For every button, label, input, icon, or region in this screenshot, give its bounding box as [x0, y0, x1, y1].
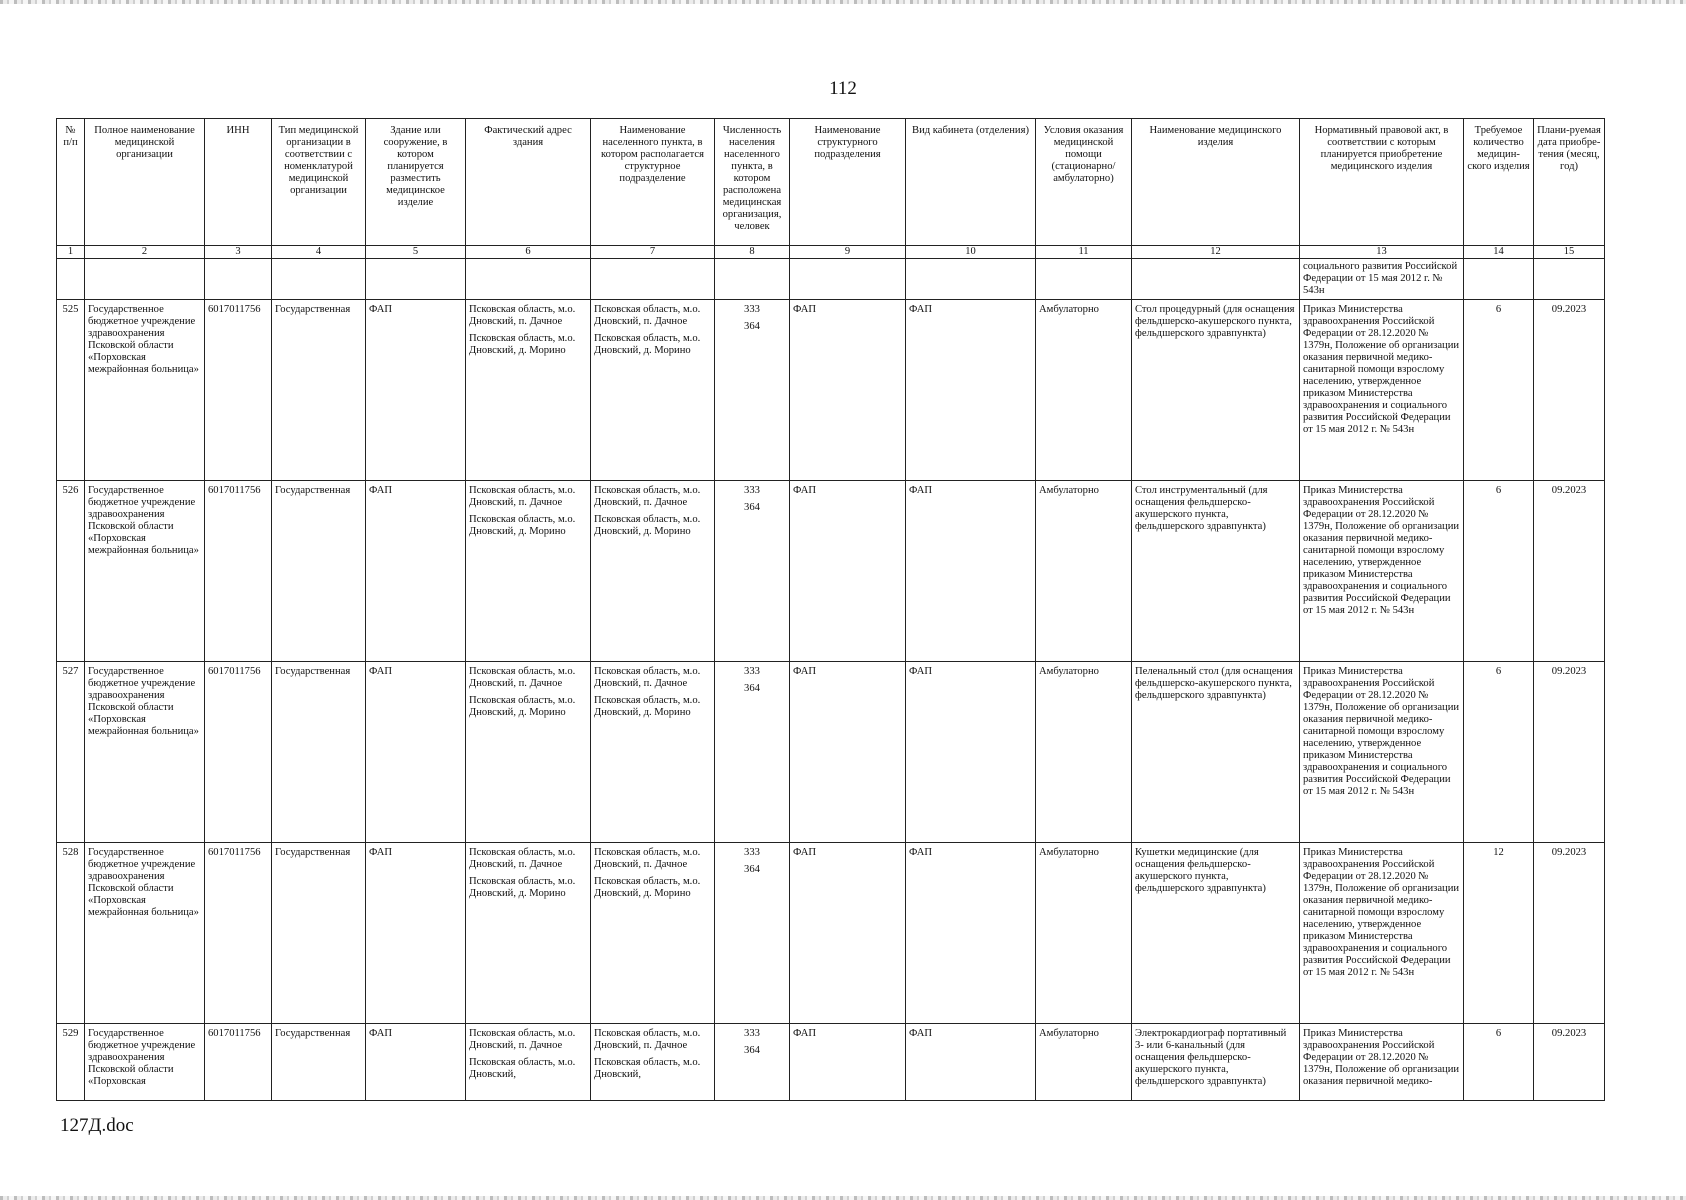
- column-number: 11: [1036, 246, 1132, 259]
- legal-act: Приказ Министерства здравоохранения Российской Федерации от 28.12.2020 № 1379н, Положение об организации оказания первичной медико-: [1300, 1024, 1464, 1101]
- row-number: 528: [57, 843, 85, 1024]
- header-cell: Требуемое количество медицин-ского изделия: [1464, 119, 1534, 246]
- legal-act: Приказ Министерства здравоохранения Российской Федерации от 28.12.2020 № 1379н, Положение об организации оказания первичной медико-санитарной помощи взрослому населению, утвержденное приказом Министерства здравоохранения и социального развития Российской Федерации от 15 мая 2012 г. № 543н: [1300, 300, 1464, 481]
- header-cell: Нормативный правовой акт, в соответствии с которым планируется приобретение медицинского изделия: [1300, 119, 1464, 246]
- planned-date: 09.2023: [1534, 300, 1605, 481]
- population-value: 333: [744, 485, 760, 496]
- population-value: 333: [744, 847, 760, 858]
- footer-filename: 127Д.doc: [60, 1115, 134, 1136]
- population-value: 364: [744, 682, 760, 694]
- building: ФАП: [366, 1024, 466, 1101]
- table-row: [57, 300, 1605, 481]
- header-cell: Тип медицинской организации в соответствии с номенклатурой медицинской организации: [272, 119, 366, 246]
- device-name: Кушетки медицинские (для оснащения фельдшерско-акушерского пункта, фельдшерского здравпункта): [1132, 843, 1300, 1024]
- org-name: Государственное бюджетное учреждение здравоохранения Псковской области «Порховская межрайонная больница»: [85, 843, 205, 1024]
- care-conditions: Амбулаторно: [1036, 481, 1132, 662]
- legal-act: Приказ Министерства здравоохранения Российской Федерации от 28.12.2020 № 1379н, Положение об организации оказания первичной медико-санитарной помощи взрослому населению, утвержденное приказом Министерства здравоохранения и социального развития Российской Федерации от 15 мая 2012 г. № 543н: [1300, 481, 1464, 662]
- header-cell: Наименование медицинского изделия: [1132, 119, 1300, 246]
- care-conditions: Амбулаторно: [1036, 662, 1132, 843]
- population-value: 364: [744, 501, 760, 513]
- cabinet-type: ФАП: [906, 1024, 1036, 1101]
- locality-line: Псковская область, м.о. Дновский, д. Морино: [594, 875, 701, 899]
- device-name: Стол инструментальный (для оснащения фельдшерско-акушерского пункта, фельдшерского здравпункта): [1132, 481, 1300, 662]
- inn: 6017011756: [205, 481, 272, 662]
- population-cell: [715, 1024, 790, 1101]
- column-number: 3: [205, 246, 272, 259]
- page-number: 112: [829, 78, 857, 99]
- org-name: Государственное бюджетное учреждение здравоохранения Псковской области «Порховская межрайонная больница»: [85, 300, 205, 481]
- quantity: 6: [1464, 481, 1534, 662]
- device-name: Пеленальный стол (для оснащения фельдшерско-акушерского пункта, фельдшерского здравпункта): [1132, 662, 1300, 843]
- org-name: Государственное бюджетное учреждение здравоохранения Псковской области «Порховская межрайонная больница»: [85, 662, 205, 843]
- org-type: Государственная: [272, 300, 366, 481]
- header-cell: Численность населения населенного пункта, в котором расположена медицинская организация, человек: [715, 119, 790, 246]
- population-value: 364: [744, 320, 760, 332]
- address-line: Псковская область, м.о. Дновский, д. Морино: [469, 875, 576, 899]
- address-line: Псковская область, м.о. Дновский, д. Морино: [469, 513, 576, 537]
- address-cell: [466, 1024, 591, 1101]
- table-row: [57, 481, 1605, 662]
- population-value: 333: [744, 304, 760, 315]
- column-number: 15: [1534, 246, 1605, 259]
- column-number: 6: [466, 246, 591, 259]
- inn: 6017011756: [205, 843, 272, 1024]
- planned-date: 09.2023: [1534, 1024, 1605, 1101]
- building: ФАП: [366, 662, 466, 843]
- address-line: Псковская область, м.о. Дновский, п. Дачное: [469, 847, 576, 870]
- header-cell: Наименование населенного пункта, в котором располагается структурное подразделение: [591, 119, 715, 246]
- legal-act: Приказ Министерства здравоохранения Российской Федерации от 28.12.2020 № 1379н, Положение об организации оказания первичной медико-санитарной помощи взрослому населению, утвержденное приказом Министерства здравоохранения и социального развития Российской Федерации от 15 мая 2012 г. № 543н: [1300, 662, 1464, 843]
- cabinet-type: ФАП: [906, 843, 1036, 1024]
- subdivision: ФАП: [790, 662, 906, 843]
- equipment-table: [56, 118, 1605, 1101]
- address-cell: [466, 662, 591, 843]
- planned-date: 09.2023: [1534, 843, 1605, 1024]
- header-cell: № п/п: [57, 119, 85, 246]
- org-type: Государственная: [272, 662, 366, 843]
- quantity: 12: [1464, 843, 1534, 1024]
- locality-line: Псковская область, м.о. Дновский, д. Морино: [594, 513, 701, 537]
- care-conditions: Амбулаторно: [1036, 843, 1132, 1024]
- planned-date: 09.2023: [1534, 481, 1605, 662]
- cabinet-type: ФАП: [906, 662, 1036, 843]
- device-name: Электрокардиограф портативный 3- или 6-канальный (для оснащения фельдшерско-акушерского пункта, фельдшерского здравпункта): [1132, 1024, 1300, 1101]
- address-line: Псковская область, м.о. Дновский, п. Дачное: [469, 304, 576, 327]
- population-cell: [715, 843, 790, 1024]
- address-line: Псковская область, м.о. Дновский,: [469, 1056, 576, 1080]
- column-number: 13: [1300, 246, 1464, 259]
- locality-line: Псковская область, м.о. Дновский, п. Дачное: [594, 1028, 701, 1051]
- building: ФАП: [366, 843, 466, 1024]
- column-number: 1: [57, 246, 85, 259]
- header-cell: Условия оказания медицинской помощи (стационарно/ амбулаторно): [1036, 119, 1132, 246]
- column-number: 7: [591, 246, 715, 259]
- legal-act: Приказ Министерства здравоохранения Российской Федерации от 28.12.2020 № 1379н, Положение об организации оказания первичной медико-санитарной помощи взрослому населению, утвержденное приказом Министерства здравоохранения и социального развития Российской Федерации от 15 мая 2012 г. № 543н: [1300, 843, 1464, 1024]
- inn: 6017011756: [205, 1024, 272, 1101]
- header-cell: Фактический адрес здания: [466, 119, 591, 246]
- device-name: Стол процедурный (для оснащения фельдшерско-акушерского пункта, фельдшерского здравпункта): [1132, 300, 1300, 481]
- locality-cell: [591, 1024, 715, 1101]
- inn: 6017011756: [205, 300, 272, 481]
- row-number: 527: [57, 662, 85, 843]
- locality-line: Псковская область, м.о. Дновский, п. Дачное: [594, 847, 701, 870]
- table-row: [57, 662, 1605, 843]
- scan-edge-bottom: [0, 1196, 1686, 1200]
- column-number: 12: [1132, 246, 1300, 259]
- cabinet-type: ФАП: [906, 300, 1036, 481]
- org-type: Государственная: [272, 843, 366, 1024]
- address-line: Псковская область, м.о. Дновский, д. Морино: [469, 694, 576, 718]
- population-value: 364: [744, 863, 760, 875]
- population-value: 364: [744, 1044, 760, 1056]
- column-number: 14: [1464, 246, 1534, 259]
- row-number: 526: [57, 481, 85, 662]
- column-number: 8: [715, 246, 790, 259]
- table-row: [57, 843, 1605, 1024]
- row-number: 529: [57, 1024, 85, 1101]
- building: ФАП: [366, 481, 466, 662]
- address-line: Псковская область, м.о. Дновский, п. Дачное: [469, 666, 576, 689]
- continued-act-text: социального развития Российской Федерации от 15 мая 2012 г. № 543н: [1300, 259, 1464, 300]
- locality-cell: [591, 300, 715, 481]
- org-type: Государственная: [272, 481, 366, 662]
- continuation-row: [57, 259, 1605, 300]
- locality-cell: [591, 843, 715, 1024]
- population-cell: [715, 481, 790, 662]
- header-row: [57, 119, 1605, 246]
- org-name: Государственное бюджетное учреждение здравоохранения Псковской области «Порховская: [85, 1024, 205, 1101]
- building: ФАП: [366, 300, 466, 481]
- column-number: 4: [272, 246, 366, 259]
- scan-edge-top: [0, 0, 1686, 4]
- care-conditions: Амбулаторно: [1036, 1024, 1132, 1101]
- population-value: 333: [744, 1028, 760, 1039]
- quantity: 6: [1464, 1024, 1534, 1101]
- header-cell: Вид кабинета (отделения): [906, 119, 1036, 246]
- header-cell: Плани-руемая дата приобре-тения (месяц, год): [1534, 119, 1605, 246]
- header-cell: Полное наименование медицинской организации: [85, 119, 205, 246]
- care-conditions: Амбулаторно: [1036, 300, 1132, 481]
- subdivision: ФАП: [790, 1024, 906, 1101]
- address-line: Псковская область, м.о. Дновский, д. Морино: [469, 332, 576, 356]
- locality-line: Псковская область, м.о. Дновский, д. Морино: [594, 332, 701, 356]
- address-cell: [466, 300, 591, 481]
- org-name: Государственное бюджетное учреждение здравоохранения Псковской области «Порховская межрайонная больница»: [85, 481, 205, 662]
- locality-line: Псковская область, м.о. Дновский, п. Дачное: [594, 666, 701, 689]
- subdivision: ФАП: [790, 300, 906, 481]
- address-line: Псковская область, м.о. Дновский, п. Дачное: [469, 1028, 576, 1051]
- population-cell: [715, 300, 790, 481]
- population-cell: [715, 662, 790, 843]
- locality-line: Псковская область, м.о. Дновский,: [594, 1056, 701, 1080]
- quantity: 6: [1464, 300, 1534, 481]
- column-number: 5: [366, 246, 466, 259]
- org-type: Государственная: [272, 1024, 366, 1101]
- address-cell: [466, 843, 591, 1024]
- population-value: 333: [744, 666, 760, 677]
- subdivision: ФАП: [790, 481, 906, 662]
- planned-date: 09.2023: [1534, 662, 1605, 843]
- header-cell: Наименование структурного подразделения: [790, 119, 906, 246]
- header-cell: Здание или сооружение, в котором планируется разместить медицинское изделие: [366, 119, 466, 246]
- locality-line: Псковская область, м.о. Дновский, д. Морино: [594, 694, 701, 718]
- subdivision: ФАП: [790, 843, 906, 1024]
- locality-cell: [591, 481, 715, 662]
- quantity: 6: [1464, 662, 1534, 843]
- row-number: 525: [57, 300, 85, 481]
- column-number: 2: [85, 246, 205, 259]
- address-cell: [466, 481, 591, 662]
- header-cell: ИНН: [205, 119, 272, 246]
- cabinet-type: ФАП: [906, 481, 1036, 662]
- inn: 6017011756: [205, 662, 272, 843]
- table-row: [57, 1024, 1605, 1101]
- column-number: 10: [906, 246, 1036, 259]
- locality-line: Псковская область, м.о. Дновский, п. Дачное: [594, 304, 701, 327]
- locality-line: Псковская область, м.о. Дновский, п. Дачное: [594, 485, 701, 508]
- column-number: 9: [790, 246, 906, 259]
- address-line: Псковская область, м.о. Дновский, п. Дачное: [469, 485, 576, 508]
- column-number-row: [57, 246, 1605, 259]
- locality-cell: [591, 662, 715, 843]
